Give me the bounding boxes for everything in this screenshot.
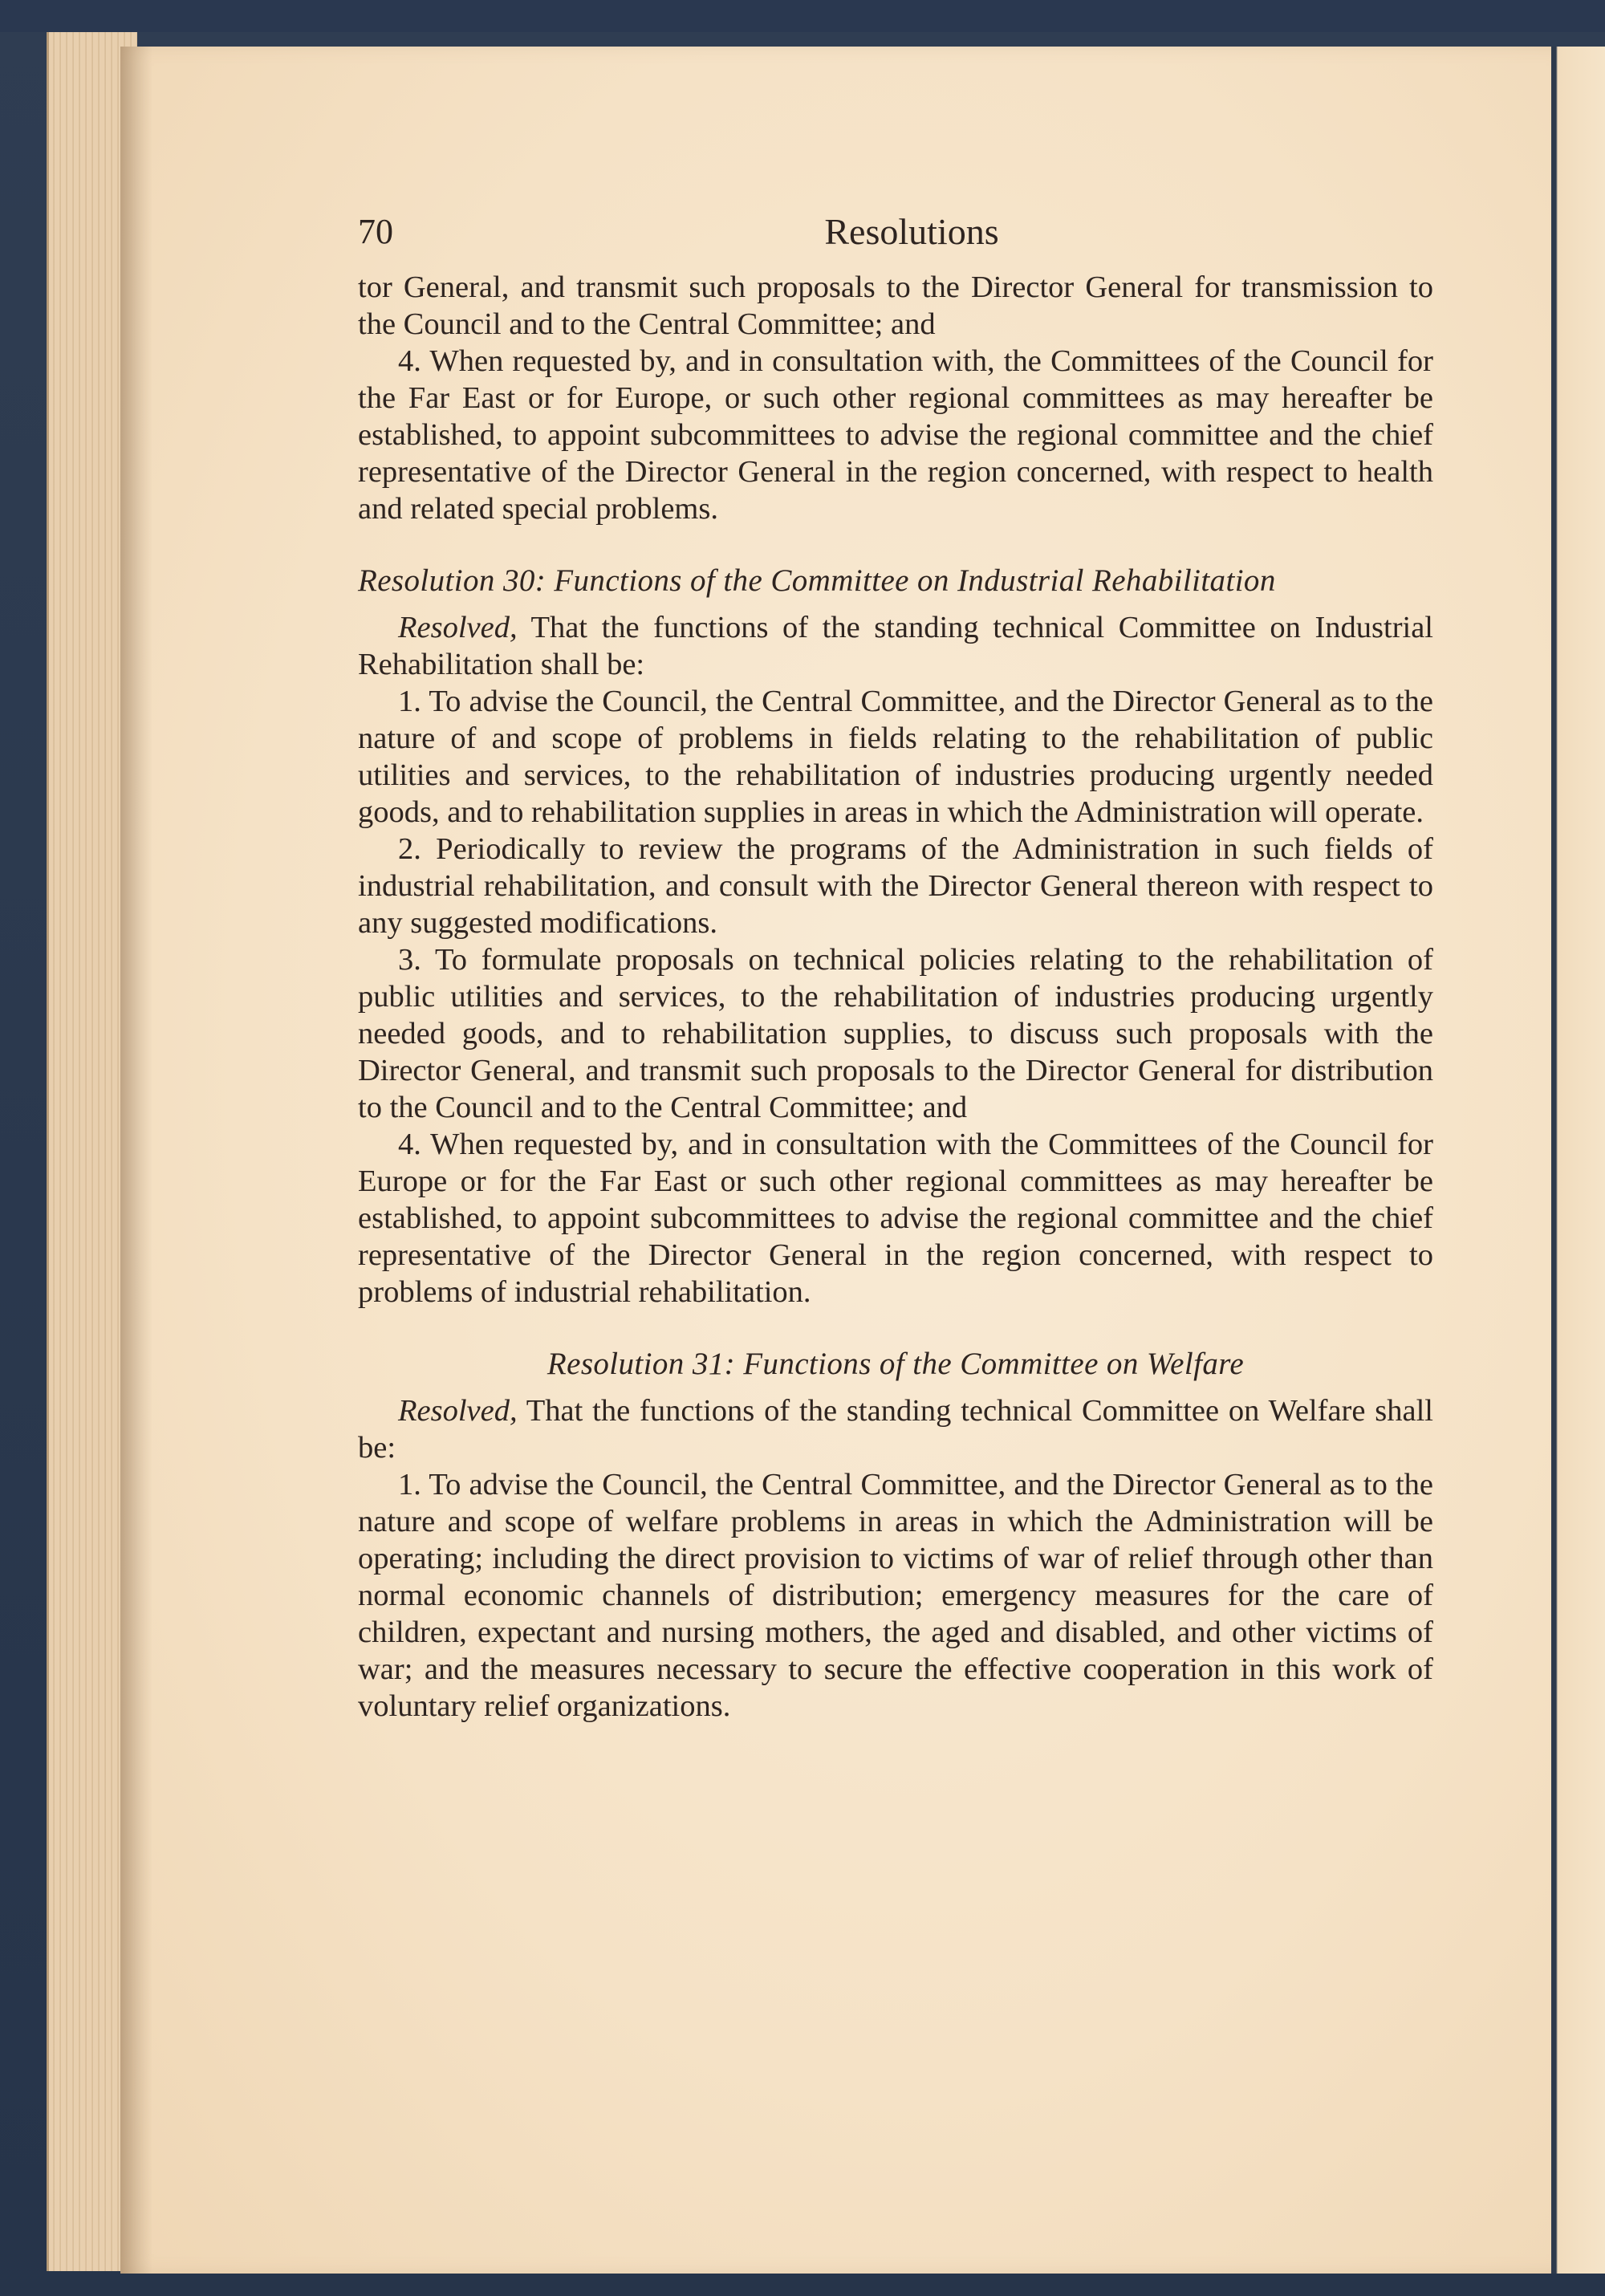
resolution-31-item-1: 1. To advise the Council, the Central Committee, and the Director General as to the nature and scope of welfare problems in areas in which the Administration will be operating; including the direct provision to victims of war of relief through other than normal economic channels of distribution; emergency measures for the care of children, expectant and nursing mothers, the aged and disabled, and other victims of war; and the measures necessary to secure the effective cooperation in this work of voluntary relief organizations.: [358, 1468, 1433, 1723]
resolved-word: Resolved,: [398, 611, 518, 644]
gutter-shadow: [120, 47, 152, 2274]
page-text: [358, 197, 1433, 1725]
resolution-31-heading: Resolution 31: Functions of the Committee on Welfare: [547, 1347, 1245, 1381]
resolution-30-heading: Resolution 30: Functions of the Committee on Industrial Rehabilitation: [358, 563, 1276, 598]
resolution-30-intro: [358, 609, 1433, 683]
resolution-31-intro: [358, 1392, 1433, 1466]
running-head: [358, 197, 1433, 261]
book-cover-edge: [0, 0, 1605, 32]
page-number: 70: [358, 212, 393, 251]
resolution-30-item-4: 4. When requested by, and in consultation with the Committees of the Council for Europe or for the Far East or such other regional committees as may hereafter be established, to appoint subcommittees to advise the regional committee and the chief representative of the Director General in the region concerned, with respect to problems of industrial rehabilitation.: [358, 1128, 1433, 1309]
continuation-paragraph: tor General, and transmit such proposals to the Director General for transmission to the Council and to the Central Committee; and: [358, 270, 1433, 341]
running-title: Resolutions: [824, 211, 999, 252]
resolution-30-item-1: 1. To advise the Council, the Central Committee, and the Director General as to the nature of and scope of problems in fields relating to the rehabilitation of public utilities and services, to the rehabilitation of industries producing urgently needed goods, and to rehabilitation supplies in areas in which the Administration will operate.: [358, 685, 1433, 829]
facing-page-edge: [1551, 47, 1605, 2274]
continuation-item-4: 4. When requested by, and in consultation with, the Committees of the Council for the Far East or for Europe, or such other regional committees as may hereafter be established, to appoint subcommittees to advise the regional committee and the chief representative of the Director General in the region concerned, with respect to health and related special problems.: [358, 344, 1433, 526]
resolution-30-item-2: 2. Periodically to review the programs of the Administration in such fields of industrial rehabilitation, and consult with the Director General thereon with respect to any suggested modifications.: [358, 832, 1433, 940]
resolution-30-intro-text: That the functions of the standing technical Committee on Industrial Rehabilitation shall be:: [358, 611, 1433, 681]
resolution-30-item-3: 3. To formulate proposals on technical policies relating to the rehabilitation of public utilities and services, to the rehabilitation of industries producing urgently needed goods, and to rehabilitation supplies, to discuss such proposals with the Director General, and transmit such proposals to the Director General for distribution to the Council and to the Central Committee; and: [358, 943, 1433, 1124]
resolved-word: Resolved,: [398, 1394, 518, 1428]
resolution-31-intro-text: That the functions of the standing technical Committee on Welfare shall be:: [358, 1394, 1433, 1465]
